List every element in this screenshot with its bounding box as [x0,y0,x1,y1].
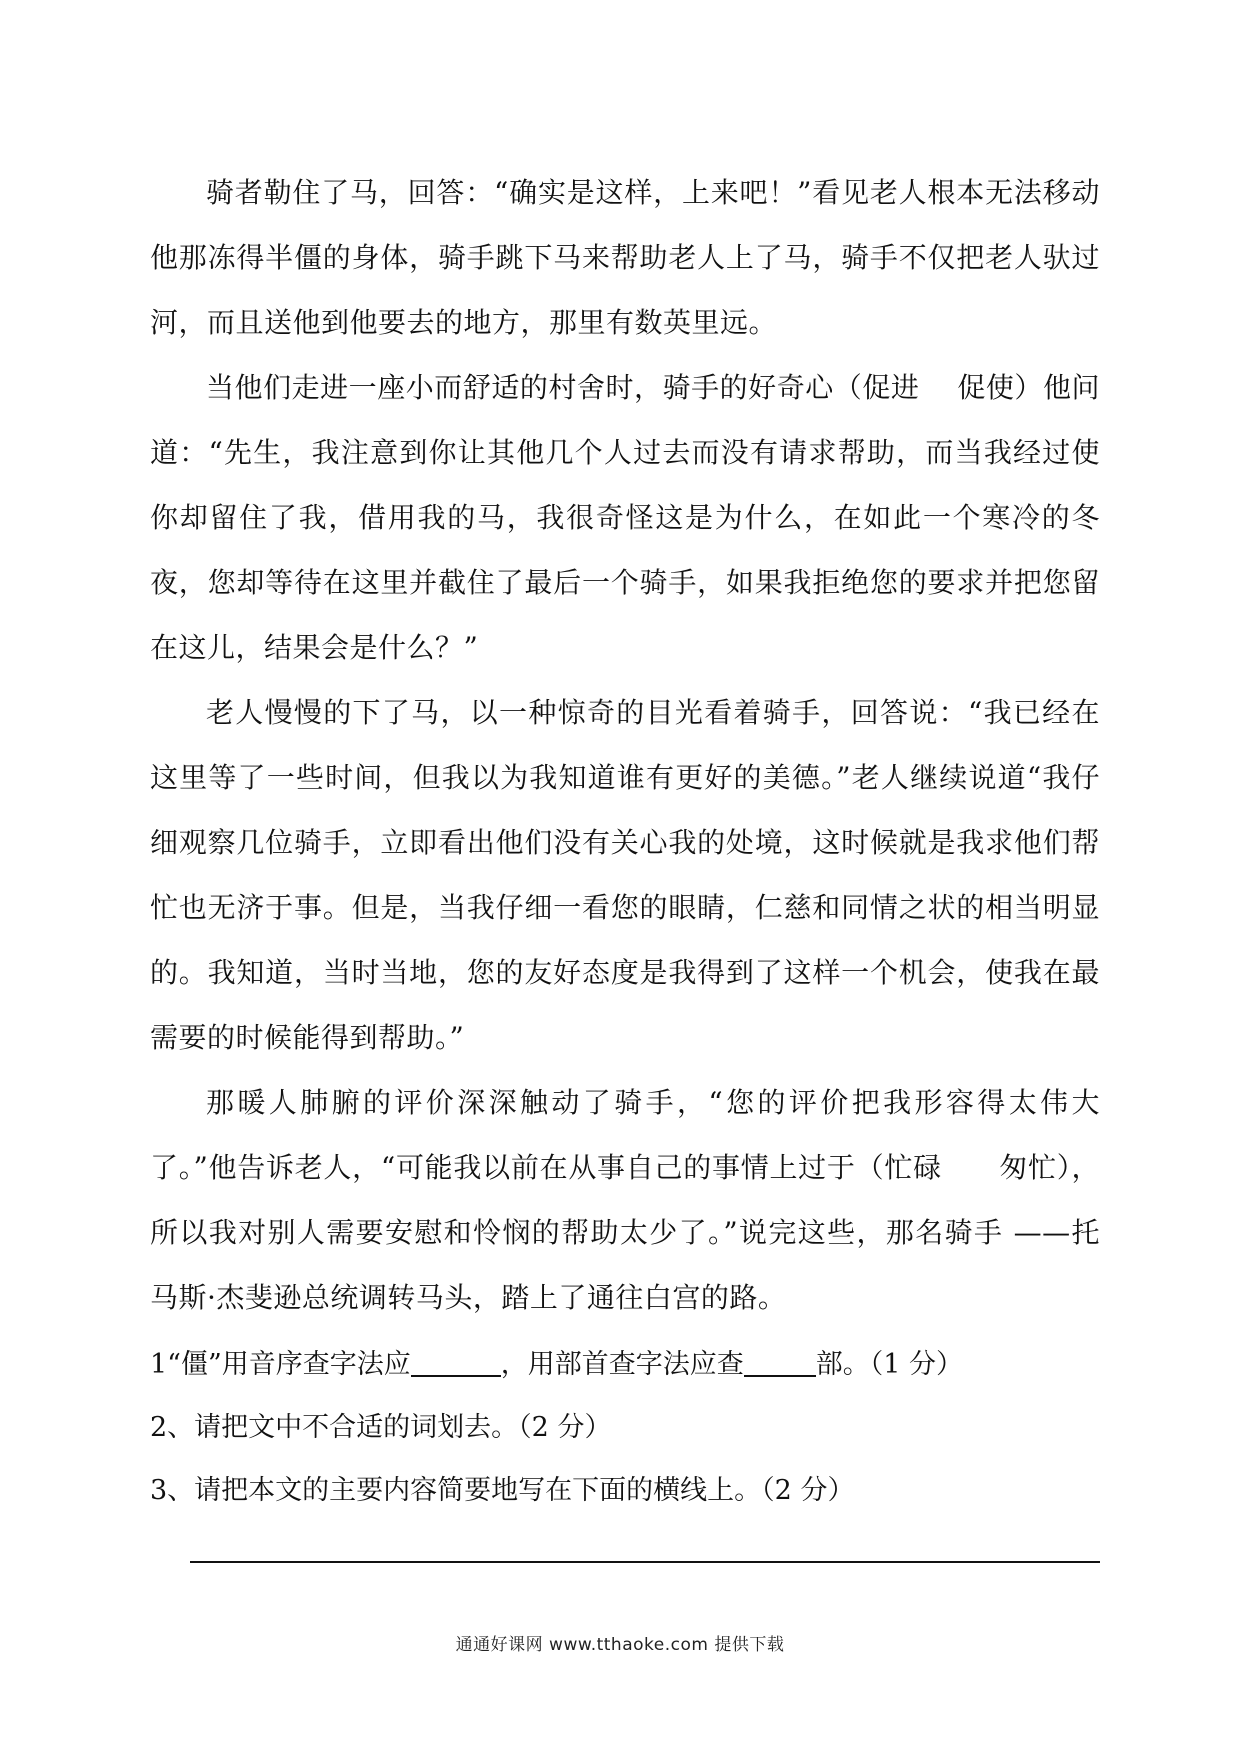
reading-passage [150,160,1100,1330]
question-1-text-c: 部。（1 分） [815,1349,964,1380]
footer-credit: 通通好课网 www.tthaoke.com 提供下载 [455,1635,785,1655]
question-2: 2、请把文中不合适的词划去。（2 分） [150,1412,612,1443]
question-1-text-a: 1“僵”用音序查字法应 [150,1349,411,1380]
passage-paragraph-4: 那暖人肺腑的评价深深触动了骑手，“您的评价把我形容得太伟大了。”他告诉老人，“可能我以前在从事自己的事情上过于（忙碌 匆忙），所以我对别人需要安慰和怜悯的帮助太少了。”说完这些，那名骑手 ——托马斯·杰斐逊总统调转马头，踏上了通往白宫的路。 [150,1086,1100,1314]
question-1-text-b: ，用部首查字法应查 [500,1349,744,1380]
answer-blank-bushou[interactable] [744,1345,816,1377]
passage-paragraph-1: 骑者勒住了马，回答：“确实是这样，上来吧！”看见老人根本无法移动他那冻得半僵的身体，骑手跳下马来帮助老人上了马，骑手不仅把老人驮过河，而且送他到他要去的地方，那里有数英里远。 [150,176,1100,339]
question-1 [150,1333,1100,1396]
answer-blank-yinxu[interactable] [411,1345,501,1377]
passage-paragraph-2: 当他们走进一座小而舒适的村舍时，骑手的好奇心（促进 促使）他问道：“先生，我注意到你让其他几个人过去而没有请求帮助，而当我经过使你却留住了我，借用我的马，我很奇怪这是为什么，在如此一个寒冷的冬夜，您却等待在这里并截住了最后一个骑手，如果我拒绝您的要求并把您留在这儿，结果会是什么？” [150,371,1100,664]
answer-line[interactable] [190,1561,1100,1563]
question-3: 3、请把本文的主要内容简要地写在下面的横线上。（2 分） [150,1475,855,1506]
passage-paragraph-3: 老人慢慢的下了马，以一种惊奇的目光看着骑手，回答说：“我已经在这里等了一些时间，但我以为我知道谁有更好的美德。”老人继续说道“我仔细观察几位骑手，立即看出他们没有关心我的处境，这时候就是我求他们帮忙也无济于事。但是，当我仔细一看您的眼睛，仁慈和同情之状的相当明显的。我知道，当时当地，您的友好态度是我得到了这样一个机会，使我在最需要的时候能得到帮助。” [150,696,1100,1054]
question-list [150,1333,1100,1522]
